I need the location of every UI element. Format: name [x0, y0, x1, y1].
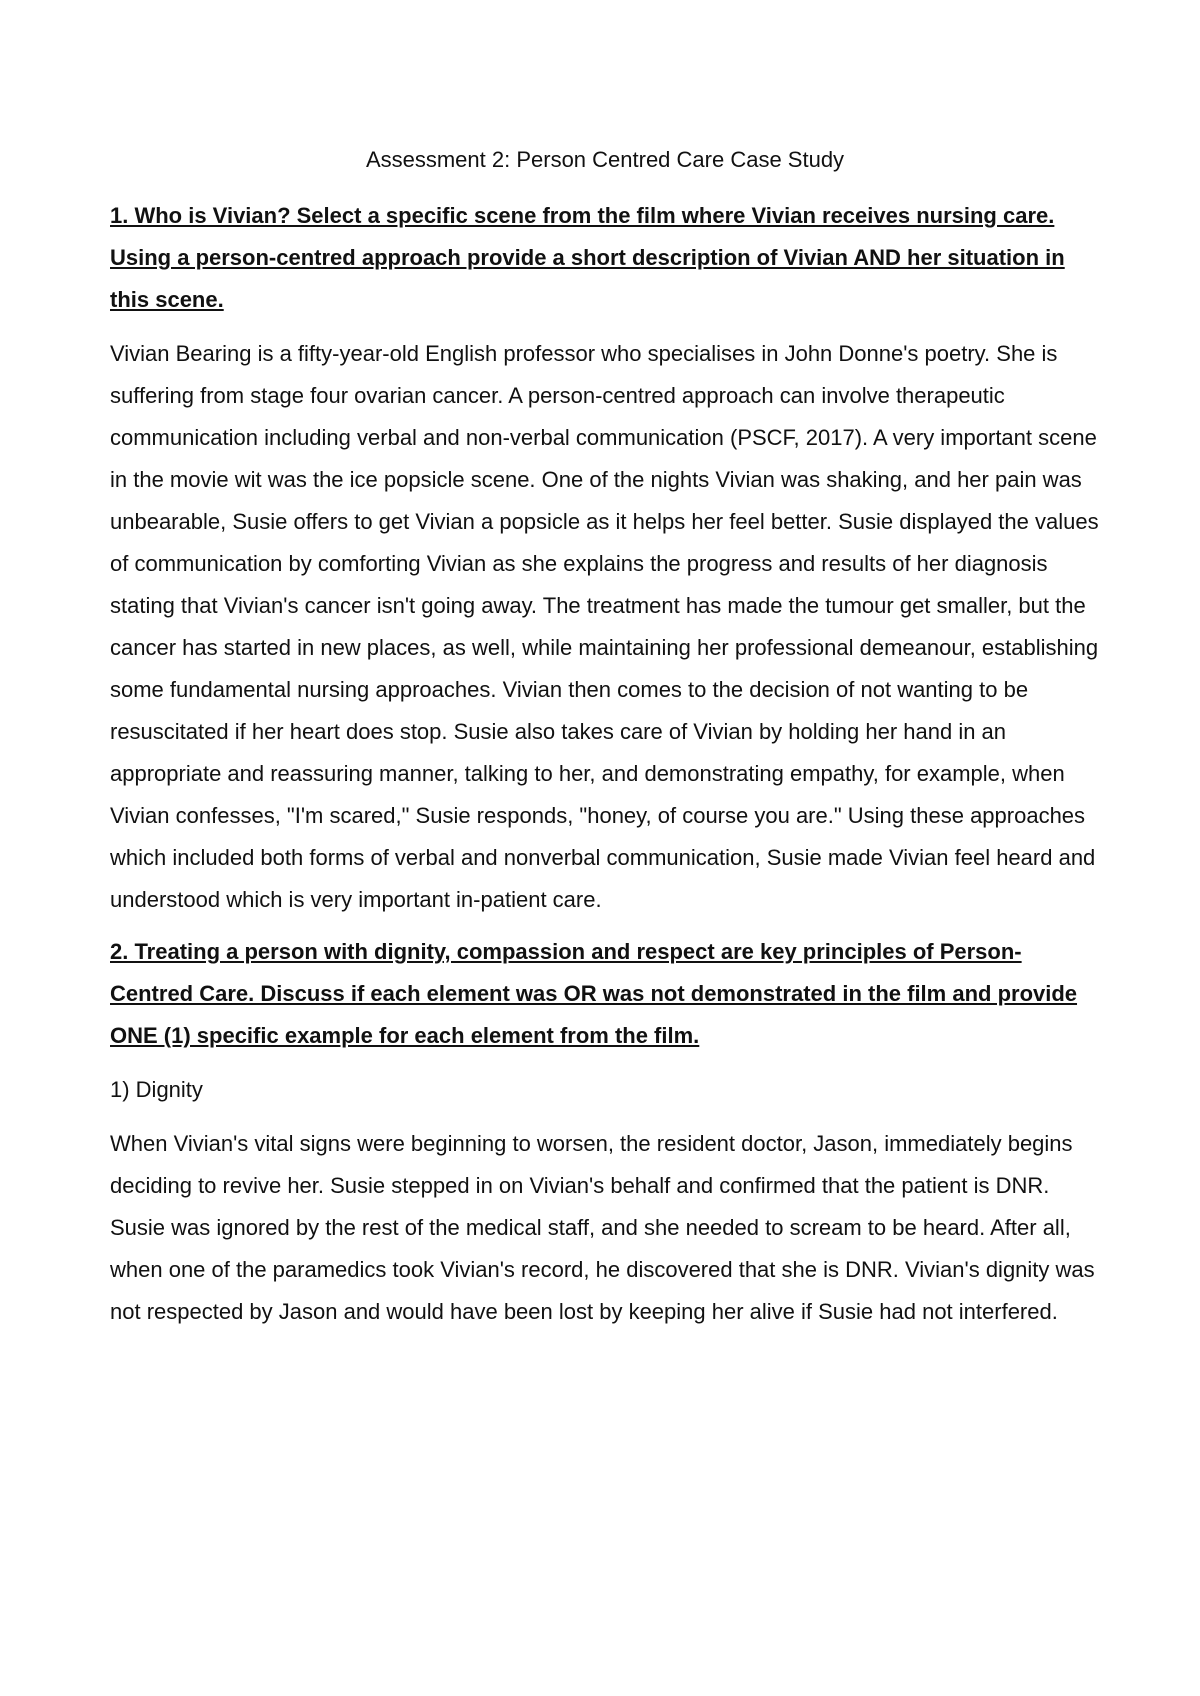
- question-1-heading: 1. Who is Vivian? Select a specific scene from the film where Vivian receives nursing care. Using a person-centred approach provide a short description of Vivian AND her situation in this scene.: [110, 203, 1065, 312]
- dignity-answer-paragraph: When Vivian's vital signs were beginning to worsen, the resident doctor, Jason, immediately begins deciding to revive her. Susie stepped in on Vivian's behalf and confirmed that the patient is DNR. Susie was ignored by the rest of the medical staff, and she needed to scream to be heard. After all, when one of the paramedics took Vivian's record, he discovered that she is DNR. Vivian's dignity was not respected by Jason and would have been lost by keeping her alive if Susie had not interfered.: [110, 1131, 1095, 1324]
- dignity-subheading: 1) Dignity: [110, 1077, 203, 1102]
- document-title: Assessment 2: Person Centred Care Case Study: [365, 147, 845, 172]
- answer-1-paragraph: Vivian Bearing is a fifty-year-old English professor who specialises in John Donne's poetry. She is suffering from stage four ovarian cancer. A person-centred approach can involve therapeutic communication including verbal and non-verbal communication (PSCF, 2017). A very important scene in the movie wit was the ice popsicle scene. One of the nights Vivian was shaking, and her pain was unbearable, Susie offers to get Vivian a popsicle as it helps her feel better. Susie displayed the values of communication by comforting Vivian as she explains the progress and results of her diagnosis stating that Vivian's cancer isn't going away. The treatment has made the tumour get smaller, but the cancer has started in new places, as well, while maintaining her professional demeanour, establishing some fundamental nursing approaches. Vivian then comes to the decision of not wanting to be resuscitated if her heart does stop. Susie also takes care of Vivian by holding her hand in an appropriate and reassuring manner, talking to her, and demonstrating empathy, for example, when Vivian confesses, "I'm scared," Susie responds, "honey, of course you are." Using these approaches which included both forms of verbal and nonverbal communication, Susie made Vivian feel heard and understood which is very important in-patient care.: [110, 341, 1099, 912]
- document-body: [110, 145, 1100, 1343]
- question-2-heading: 2. Treating a person with dignity, compassion and respect are key principles of Person-Centred Care. Discuss if each element was OR was not demonstrated in the film and provide ONE (1) specific example for each element from the film.: [110, 939, 1078, 1048]
